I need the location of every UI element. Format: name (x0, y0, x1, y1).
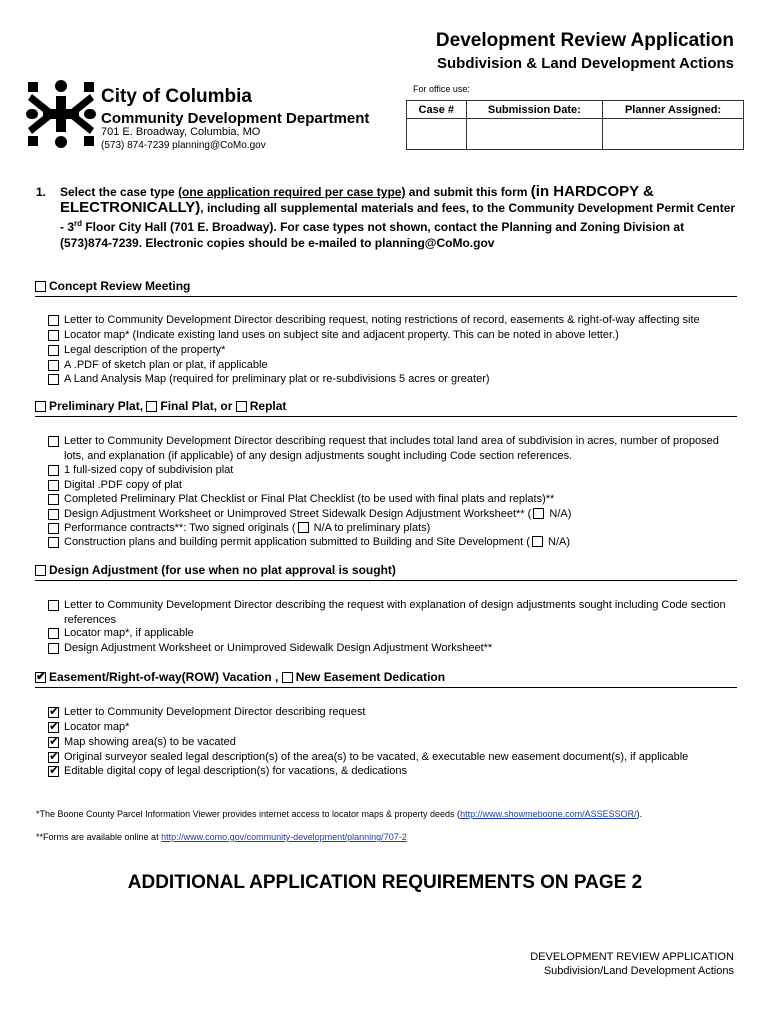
section-design-adjustment (35, 563, 737, 581)
concept-item-3 (48, 343, 738, 358)
department-address: 701 E. Broadway, Columbia, MO (101, 126, 261, 138)
item-text: Letter to Community Development Director describing request, noting restrictions of record, easements & right-of-way affecting site (64, 314, 700, 326)
city-logo-icon (26, 80, 96, 148)
item-text: Original surveyor sealed legal description(s) of the area(s) to be vacated, & executable new easement document(s), if applicable (64, 751, 689, 763)
easement-item-checkbox[interactable] (48, 766, 59, 777)
submission-date-header: Submission Date: (466, 101, 603, 119)
plat-item-label (64, 535, 738, 550)
plat-item-6 (48, 521, 738, 536)
concept-item-2 (48, 328, 738, 343)
preliminary-plat-checkbox[interactable] (35, 401, 46, 412)
item-text: Locator map* (Indicate existing land uses on subject site and adjacent property. This can be noted in above letter.) (64, 329, 619, 341)
plat-item-checkbox[interactable] (48, 465, 59, 476)
item-text: Letter to Community Development Director describing request that includes total land area of subdivision in acres, number of proposed lots, and explanation (if applicable) of any design adjustments sought including Code section references. (64, 435, 719, 462)
case-number-header: Case # (407, 101, 467, 119)
office-use-table (406, 100, 744, 150)
form-subtitle: Subdivision & Land Development Actions (437, 55, 734, 72)
easement-item-2 (48, 720, 738, 735)
section-concept-review (35, 279, 737, 297)
instruction-part-4: (in HARDCOPY & ELECTRONICALLY) (60, 183, 654, 216)
easement-item-label (64, 705, 738, 720)
planner-assigned-header: Planner Assigned: (603, 101, 744, 119)
department-name: Community Development Department (101, 110, 370, 127)
design-item-3 (48, 641, 738, 656)
concept-item-label (64, 313, 738, 328)
item-text: Editable digital copy of legal description(s) for vacations, & dedications (64, 765, 408, 777)
plat-item-checkbox[interactable] (48, 509, 59, 520)
new-easement-checkbox[interactable] (282, 672, 293, 683)
design-item-label (64, 641, 738, 656)
instruction-sup: rd (74, 219, 83, 228)
office-use-label: For office use: (413, 84, 470, 94)
item-text: 1 full-sized copy of subdivision plat (64, 464, 234, 476)
planner-assigned-field[interactable] (603, 119, 744, 150)
plat-item-label (64, 463, 738, 478)
footnote-1 (36, 809, 642, 819)
concept-item-checkbox[interactable] (48, 374, 59, 385)
easement-item-label (64, 764, 738, 779)
concept-item-checkbox[interactable] (48, 315, 59, 326)
instruction-number: 1. (36, 185, 47, 199)
plat-item-checkbox[interactable] (48, 537, 59, 548)
not-applicable-checkbox[interactable] (533, 508, 544, 519)
design-item-checkbox[interactable] (48, 628, 59, 639)
final-plat-checkbox[interactable] (146, 401, 157, 412)
easement-item-label (64, 720, 738, 735)
easement-item-checkbox[interactable] (48, 722, 59, 733)
section-title-c: Replat (249, 399, 287, 413)
item-text: A Land Analysis Map (required for preliminary plat or re-subdivisions 5 acres or greater) (64, 373, 490, 385)
item-text: Locator map* (64, 721, 130, 733)
footnote-1-text: *The Boone County Parcel Information Viewer provides internet access to locator maps & property deeds ( (36, 809, 461, 819)
easement-item-checkbox[interactable] (48, 752, 59, 763)
concept-item-label (64, 328, 738, 343)
plat-item-3 (48, 478, 738, 493)
concept-item-checkbox[interactable] (48, 330, 59, 341)
plat-item-checkbox[interactable] (48, 480, 59, 491)
plat-item-label (64, 434, 738, 463)
concept-item-checkbox[interactable] (48, 345, 59, 356)
design-item-2 (48, 626, 738, 641)
plat-item-2 (48, 463, 738, 478)
item-text: Digital .PDF copy of plat (64, 479, 182, 491)
plat-item-label (64, 507, 738, 522)
instructions (36, 184, 736, 251)
item-suffix: N/A) (544, 536, 570, 548)
concept-item-label (64, 343, 738, 358)
section-easement (35, 670, 737, 688)
easement-item-label (64, 750, 738, 765)
plat-item-checkbox[interactable] (48, 436, 59, 447)
design-item-checkbox[interactable] (48, 643, 59, 654)
easement-vacation-checkbox[interactable] (35, 672, 46, 683)
section-title-b: New Easement Dedication (295, 670, 446, 684)
additional-requirements-heading: ADDITIONAL APPLICATION REQUIREMENTS ON PAGE 2 (127, 872, 643, 893)
section-title-a: Easement/Right-of-way(ROW) Vacation , (49, 670, 282, 684)
item-text: Construction plans and building permit application submitted to Building and Site Development ( (64, 536, 530, 548)
item-text: Design Adjustment Worksheet or Unimproved Sidewalk Design Adjustment Worksheet** (64, 642, 493, 654)
item-text: Performance contracts**: Two signed originals ( (64, 522, 296, 534)
design-item-1 (48, 598, 738, 627)
item-text: Letter to Community Development Director describing the request with explanation of design adjustments sought including Code section references (64, 599, 726, 626)
plat-item-label (64, 478, 738, 493)
instruction-part-6: Floor City Hall (701 E. Broadway). For case types not shown, contact the Planning and Zoning Division at (573)874-7239. Electronic copies should be e-mailed to planning@CoMo.gov (60, 220, 685, 250)
replat-checkbox[interactable] (236, 401, 247, 412)
plat-item-7 (48, 535, 738, 550)
not-applicable-checkbox[interactable] (298, 522, 309, 533)
easement-item-checkbox[interactable] (48, 737, 59, 748)
footer-subtitle: Subdivision/Land Development Actions (543, 965, 734, 977)
footnote-2-text: **Forms are available online at (36, 832, 162, 842)
item-text: A .PDF of sketch plan or plat, if applicable (64, 359, 268, 371)
section-title: Concept Review Meeting (49, 279, 191, 293)
item-suffix: N/A) (546, 508, 572, 520)
footnote-1-end: ). (636, 809, 643, 819)
section-plat (35, 399, 737, 417)
plat-item-checkbox[interactable] (48, 494, 59, 505)
forms-link[interactable]: http://www.como.gov/community-development/planning/707-2 (161, 832, 407, 842)
section-title-a: Preliminary Plat, (49, 399, 147, 413)
city-name: City of Columbia (101, 86, 252, 107)
concept-review-checkbox[interactable] (35, 281, 46, 292)
easement-item-label (64, 735, 738, 750)
footer-title: DEVELOPMENT REVIEW APPLICATION (530, 951, 734, 963)
concept-item-1 (48, 313, 738, 328)
submission-date-field[interactable] (466, 119, 603, 150)
concept-item-5 (48, 372, 738, 387)
item-text: Design Adjustment Worksheet or Unimproved Street Sidewalk Design Adjustment Worksheet** ( (64, 508, 532, 520)
department-contact: (573) 874-7239 planning@CoMo.gov (101, 140, 266, 151)
instruction-part-2: (one application required per case type) (178, 185, 406, 199)
item-suffix: N/A to preliminary plats) (310, 522, 431, 534)
footnote-2 (36, 832, 407, 842)
item-text: Legal description of the property* (64, 344, 226, 356)
concept-item-label (64, 358, 738, 373)
instruction-part-3: and submit this form (405, 185, 531, 199)
not-applicable-checkbox[interactable] (532, 536, 543, 547)
instruction-part-5: , including all supplemental materials and fees, to the Community Development Permit Center - 3 (60, 201, 736, 234)
concept-item-label (64, 372, 738, 387)
easement-item-3 (48, 735, 738, 750)
design-item-checkbox[interactable] (48, 600, 59, 611)
concept-item-checkbox[interactable] (48, 360, 59, 371)
item-text: Letter to Community Development Director describing request (64, 706, 366, 718)
design-item-label (64, 626, 738, 641)
plat-item-1 (48, 434, 738, 463)
easement-item-1 (48, 705, 738, 720)
item-text: Locator map*, if applicable (64, 627, 194, 639)
easement-item-checkbox[interactable] (48, 707, 59, 718)
section-title: Design Adjustment (for use when no plat approval is sought) (49, 563, 396, 577)
section-title-b: Final Plat, or (160, 399, 236, 413)
case-number-field[interactable] (407, 119, 467, 150)
concept-item-4 (48, 358, 738, 373)
item-text: Completed Preliminary Plat Checklist or Final Plat Checklist (to be used with final plats and replats)** (64, 493, 555, 505)
item-text: Map showing area(s) to be vacated (64, 736, 236, 748)
plat-item-4 (48, 492, 738, 507)
plat-item-checkbox[interactable] (48, 523, 59, 534)
easement-item-5 (48, 764, 738, 779)
design-item-label (64, 598, 738, 627)
design-adjustment-checkbox[interactable] (35, 565, 46, 576)
easement-item-4 (48, 750, 738, 765)
plat-item-label (64, 521, 738, 536)
plat-item-5 (48, 507, 738, 522)
plat-item-label (64, 492, 738, 507)
instruction-part-1: Select the case type (60, 185, 179, 199)
form-title: Development Review Application (435, 30, 734, 51)
assessor-link[interactable]: http://www.showmeboone.com/ASSESSOR/ (460, 809, 637, 819)
